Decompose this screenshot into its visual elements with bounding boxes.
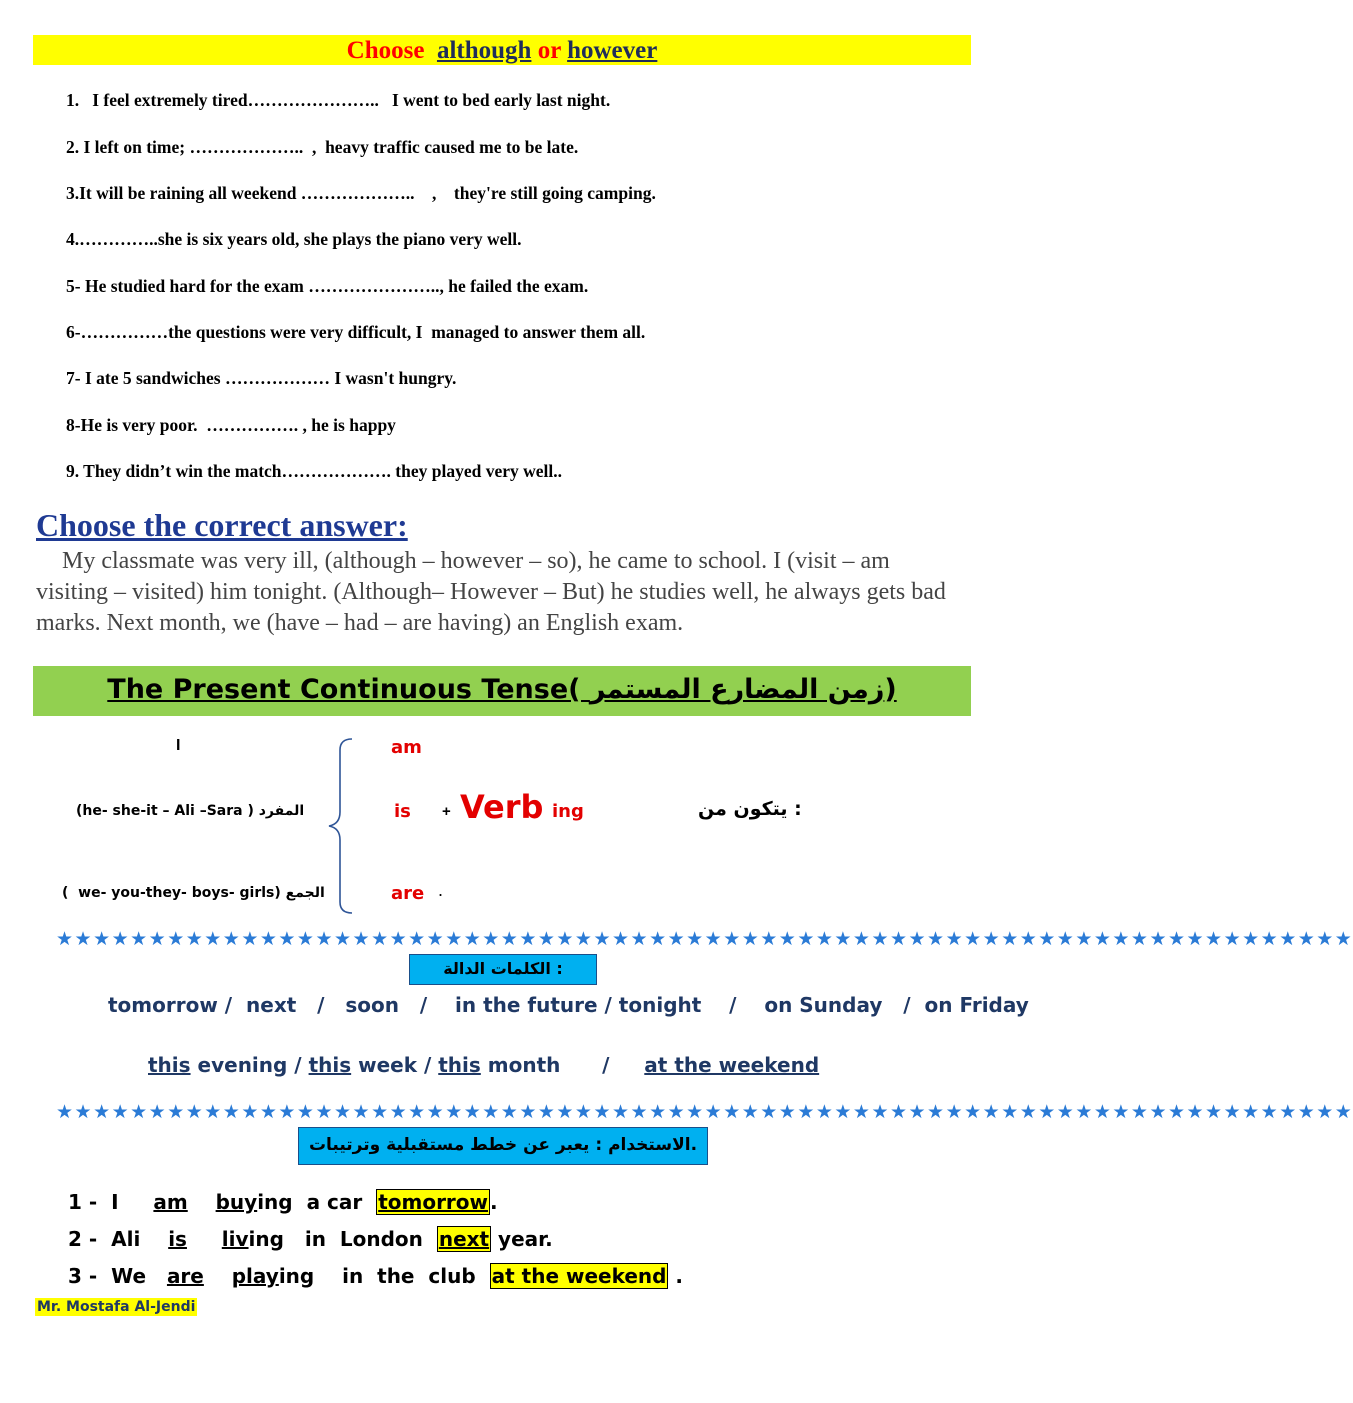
example-object: a car <box>306 1190 363 1214</box>
question-6: 6-……………the questions were very difficult, I managed to answer them all. <box>66 322 646 342</box>
example-verb-suffix: ing <box>248 1227 284 1251</box>
verb-label: Verb <box>460 788 544 826</box>
example-verb-stem: liv <box>221 1227 249 1251</box>
example-end: . <box>668 1264 684 1288</box>
question-9: 9. They didn’t win the match………………. they played very well.. <box>66 461 562 481</box>
example-verb-suffix: ing <box>257 1190 293 1214</box>
example-subject: We <box>111 1264 147 1288</box>
formed-from-label: يتكون من : <box>698 798 802 820</box>
question-1: 1. I feel extremely tired………………….. I went to bed early last night. <box>66 90 611 110</box>
subject-plural: ( we- you-they- boys- girls) الجمع <box>62 885 325 901</box>
aux-is: is <box>394 801 411 822</box>
exercise2-paragraph: My classmate was very ill, (although – however – so), he came to school. I (visit – am visiting – visited) him tonight. (Although– However – But) he studies well, he always gets bad marks. Next month, we (have – had – are having) an English exam. <box>36 548 946 636</box>
author-label: Mr. Mostafa Al-Jendi <box>37 1299 196 1315</box>
example-subject: I <box>111 1190 119 1214</box>
title-or: or <box>537 37 561 64</box>
example-number: 2 - <box>68 1227 98 1251</box>
example-subject: Ali <box>111 1227 141 1251</box>
title-although: although <box>436 37 532 64</box>
keywords-label: الكلمات الدالة : <box>409 954 597 985</box>
plus-sign: + <box>442 803 451 820</box>
keywords-line-1: tomorrow / next / soon / in the future / tonight / on Sunday / on Friday <box>108 993 1029 1017</box>
question-7: 7- I ate 5 sandwiches ……………… I wasn't hungry. <box>66 368 457 388</box>
star-divider-2: ★★★★★★★★★★★★★★★★★★★★★★★★★★★★★★★★★★★★★★★★★★★★★★★★★★★★★★★★★★★★★★★★★★★★★★ <box>56 1101 1353 1123</box>
example-aux: is <box>168 1227 187 1251</box>
title-choose: Choose <box>346 37 425 64</box>
example-number: 3 - <box>68 1264 98 1288</box>
aux-dot: . <box>438 880 444 900</box>
example-end: . <box>490 1190 498 1214</box>
tense-title-bar <box>33 666 971 716</box>
kw-month: month / <box>480 1053 645 1077</box>
example-object: in London <box>304 1227 423 1251</box>
kw-this-2: this <box>308 1053 352 1077</box>
example-time-expression: next <box>438 1227 490 1251</box>
example-time-expression: tomorrow <box>378 1190 489 1214</box>
example-1 <box>68 1190 498 1214</box>
kw-evening: evening / <box>190 1053 309 1077</box>
example-verb-suffix: ing <box>278 1264 315 1288</box>
question-4: 4.…………..she is six years old, she plays the piano very well. <box>66 229 522 249</box>
exercise2-heading: Choose the correct answer: <box>36 507 408 543</box>
star-divider-1: ★★★★★★★★★★★★★★★★★★★★★★★★★★★★★★★★★★★★★★★★★★★★★★★★★★★★★★★★★★★★★★★★★★★★★★ <box>56 928 1353 950</box>
subject-i: I <box>176 737 181 754</box>
example-aux: are <box>166 1264 204 1288</box>
keywords-line-2 <box>148 1053 819 1077</box>
usage-label: الاستخدام : يعبر عن خطط مستقبلية وترتيبات. <box>298 1127 708 1165</box>
question-5: 5- He studied hard for the exam ………………….., he failed the exam. <box>66 276 589 296</box>
title-however: however <box>567 37 658 64</box>
question-3: 3.It will be raining all weekend ……………….. , they're still going camping. <box>66 183 656 203</box>
example-number: 1 - <box>68 1190 98 1214</box>
kw-week: week / <box>351 1053 439 1077</box>
aux-are: are <box>391 883 425 904</box>
example-object: in the club <box>342 1264 476 1288</box>
question-2: 2. I left on time; ……………….. , heavy traffic caused me to be late. <box>66 137 579 157</box>
example-verb-stem: play <box>231 1264 279 1288</box>
example-end: year. <box>491 1227 553 1251</box>
exercise1-title <box>33 35 971 65</box>
kw-weekend: at the weekend <box>644 1053 820 1077</box>
curly-brace-icon <box>325 736 355 916</box>
tense-title: The Present Continuous Tense( زمن المضارع المستمر) <box>107 674 897 705</box>
example-3 <box>68 1264 683 1288</box>
example-time-expression: at the weekend <box>491 1264 667 1288</box>
kw-this-1: this <box>148 1053 191 1077</box>
aux-am: am <box>391 737 422 758</box>
example-verb-stem: buy <box>215 1190 258 1214</box>
example-2 <box>68 1227 553 1251</box>
subject-singular: (he- she-it – Ali –Sara ) المفرد <box>76 803 305 819</box>
kw-this-3: this <box>438 1053 481 1077</box>
example-aux: am <box>153 1190 188 1214</box>
ing-suffix: ing <box>552 801 584 822</box>
question-8: 8-He is very poor. ……………. , he is happy <box>66 415 396 435</box>
